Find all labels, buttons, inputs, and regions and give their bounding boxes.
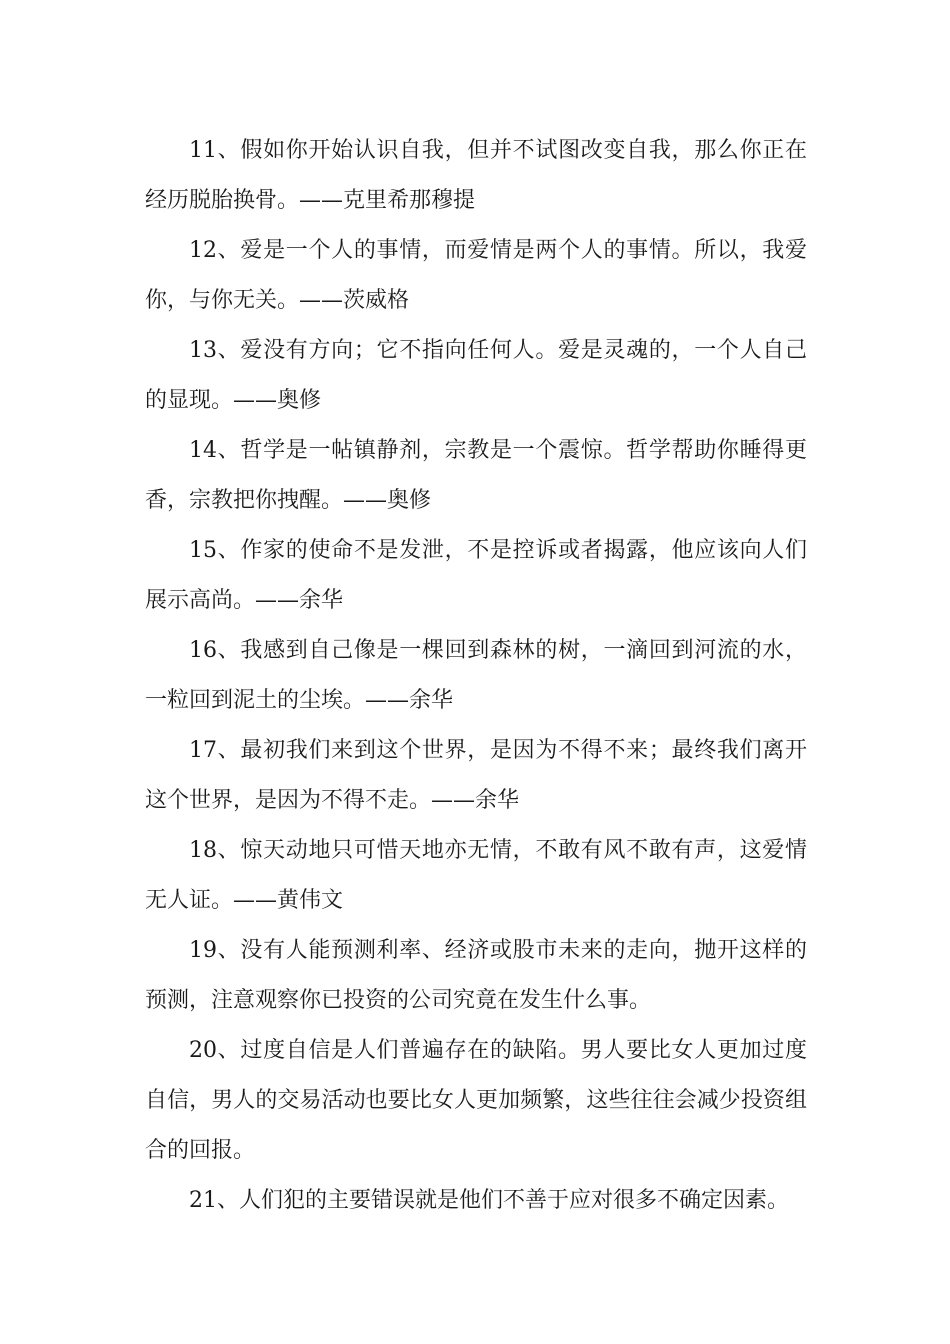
quote-paragraph-17: 17、最初我们来到这个世界，是因为不得不来；最终我们离开这个世界，是因为不得不走。——余华 (145, 738, 807, 813)
quote-paragraph-18: 18、惊天动地只可惜天地亦无情，不敢有风不敢有声，这爱情无人证。——黄伟文 (145, 838, 807, 913)
quote-paragraph-13: 13、爱没有方向；它不指向任何人。爱是灵魂的，一个人自己的显现。——奥修 (145, 338, 807, 413)
quote-paragraph-12: 12、爱是一个人的事情，而爱情是两个人的事情。所以，我爱你，与你无关。——茨威格 (145, 238, 807, 313)
quote-paragraph-21: 21、人们犯的主要错误就是他们不善于应对很多不确定因素。 (189, 1188, 789, 1213)
quote-paragraph-16: 16、我感到自己像是一棵回到森林的树，一滴回到河流的水，一粒回到泥土的尘埃。——余华 (145, 638, 807, 713)
quote-paragraph-15: 15、作家的使命不是发泄，不是控诉或者揭露，他应该向人们展示高尚。——余华 (145, 538, 807, 613)
quote-paragraph-14: 14、哲学是一帖镇静剂，宗教是一个震惊。哲学帮助你睡得更香，宗教把你拽醒。——奥修 (145, 438, 807, 513)
quote-paragraph-11: 11、假如你开始认识自我，但并不试图改变自我，那么你正在经历脱胎换骨。——克里希那穆提 (145, 138, 807, 213)
document-body (145, 126, 807, 1226)
quote-paragraph-20: 20、过度自信是人们普遍存在的缺陷。男人要比女人更加过度自信，男人的交易活动也要比女人更加频繁，这些往往会减少投资组合的回报。 (145, 1038, 807, 1163)
quote-paragraph-19: 19、没有人能预测利率、经济或股市未来的走向，抛开这样的预测，注意观察你已投资的公司究竟在发生什么事。 (145, 938, 807, 1013)
